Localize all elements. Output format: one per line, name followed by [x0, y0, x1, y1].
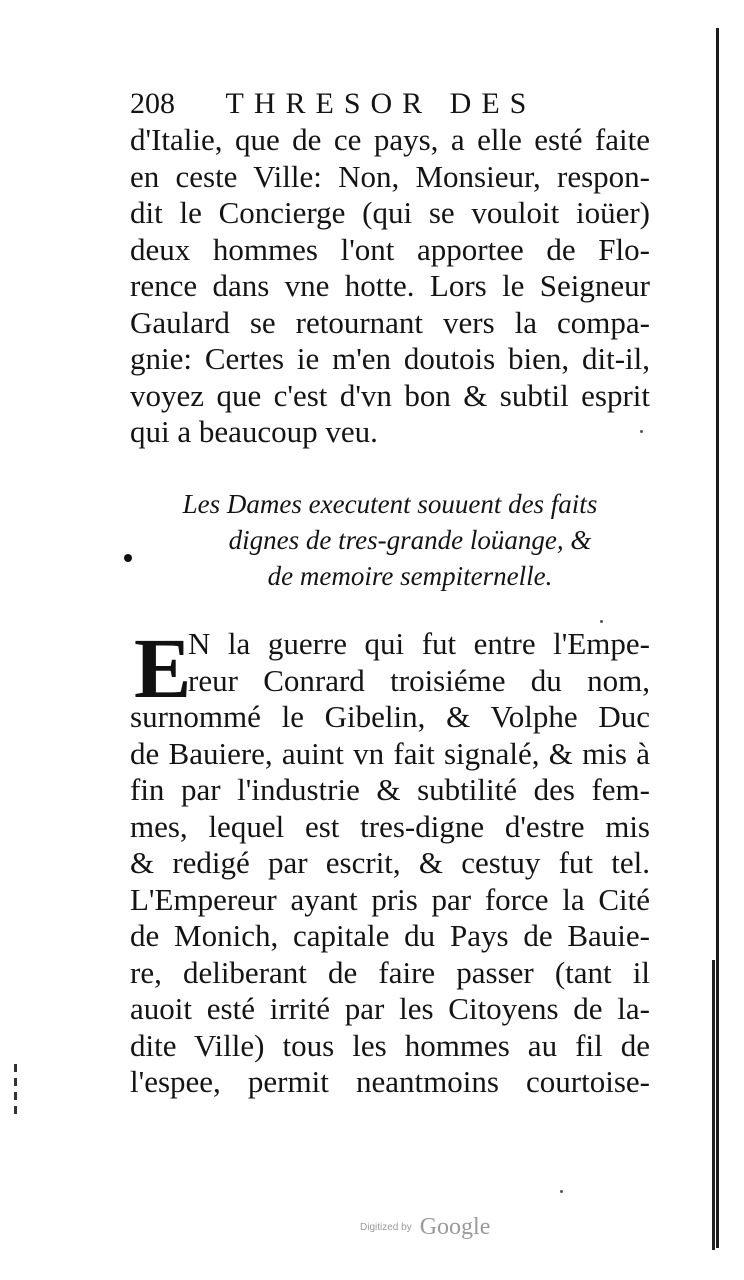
text-line: dit le Concierge (qui se vouloit ioüer): [130, 195, 650, 230]
text-line: l'espee, permit neantmoins courtoise-: [130, 1064, 650, 1099]
ink-speck: [560, 1190, 563, 1193]
running-header: [130, 84, 570, 124]
chapter-heading: [120, 486, 660, 594]
ornament-dot: [124, 554, 132, 562]
text-line: Gaulard se retournant vers la compa-: [130, 304, 650, 340]
ink-speck: [600, 620, 603, 623]
paragraph-1: [130, 122, 650, 451]
running-title: THRESOR DES: [225, 87, 537, 120]
text-line: en ceste Ville: Non, Monsieur, respon-: [130, 158, 650, 194]
text-line: surnommé le Gibelin, & Volphe Duc: [130, 699, 650, 734]
drop-cap: E: [134, 620, 192, 716]
text-line: & redigé par escrit, & cestuy fut tel.: [130, 845, 650, 880]
page-edge-shadow: [716, 28, 719, 1248]
google-watermark: [360, 1214, 530, 1244]
text-line: N la guerre qui fut entre l'Empe-: [188, 626, 650, 661]
text-line: dite Ville) tous les hommes au fil de: [130, 1027, 650, 1063]
paragraph-2: [130, 620, 650, 1101]
text-line: de Monich, capitale du Pays de Bauie-: [130, 918, 650, 953]
text-line: deux hommes l'ont apportee de Flo-: [130, 231, 650, 267]
text-line: voyez que c'est d'vn bon & subtil esprit: [130, 377, 650, 413]
heading-line: dignes de tres-grande loüange, &: [228, 525, 592, 555]
text-line: L'Empereur ayant pris par force la Cité: [130, 881, 650, 917]
text-line: de Bauiere, auint vn fait signalé, & mis à: [130, 735, 650, 771]
text-line: d'Italie, que de ce pays, a elle esté faite: [130, 122, 650, 157]
text-line: gnie: Certes ie m'en doutois bien, dit-il,: [130, 341, 650, 376]
heading-line: de memoire sempiternelle.: [267, 561, 553, 591]
text-line: reur Conrard troisiéme du nom,: [188, 662, 650, 698]
text-line: qui a beaucoup veu.: [130, 414, 378, 449]
text-line: fin par l'industrie & subtilité des fem-: [130, 772, 650, 807]
text-line: mes, lequel est tres-digne d'estre mis: [130, 808, 650, 844]
page-edge-shadow-lower: [712, 960, 715, 1250]
watermark-brand: Google: [419, 1214, 491, 1240]
page-number: 208: [130, 87, 175, 120]
text-line: auoit esté irrité par les Citoyens de la-: [130, 991, 650, 1026]
watermark-prefix: Digitized by: [360, 1222, 412, 1233]
gutter-marks: [14, 1060, 22, 1130]
heading-line: Les Dames executent souuent des faits: [182, 489, 598, 519]
text-line: re, deliberant de faire passer (tant il: [130, 954, 650, 990]
text-line: rence dans vne hotte. Lors le Seigneur: [130, 268, 650, 303]
